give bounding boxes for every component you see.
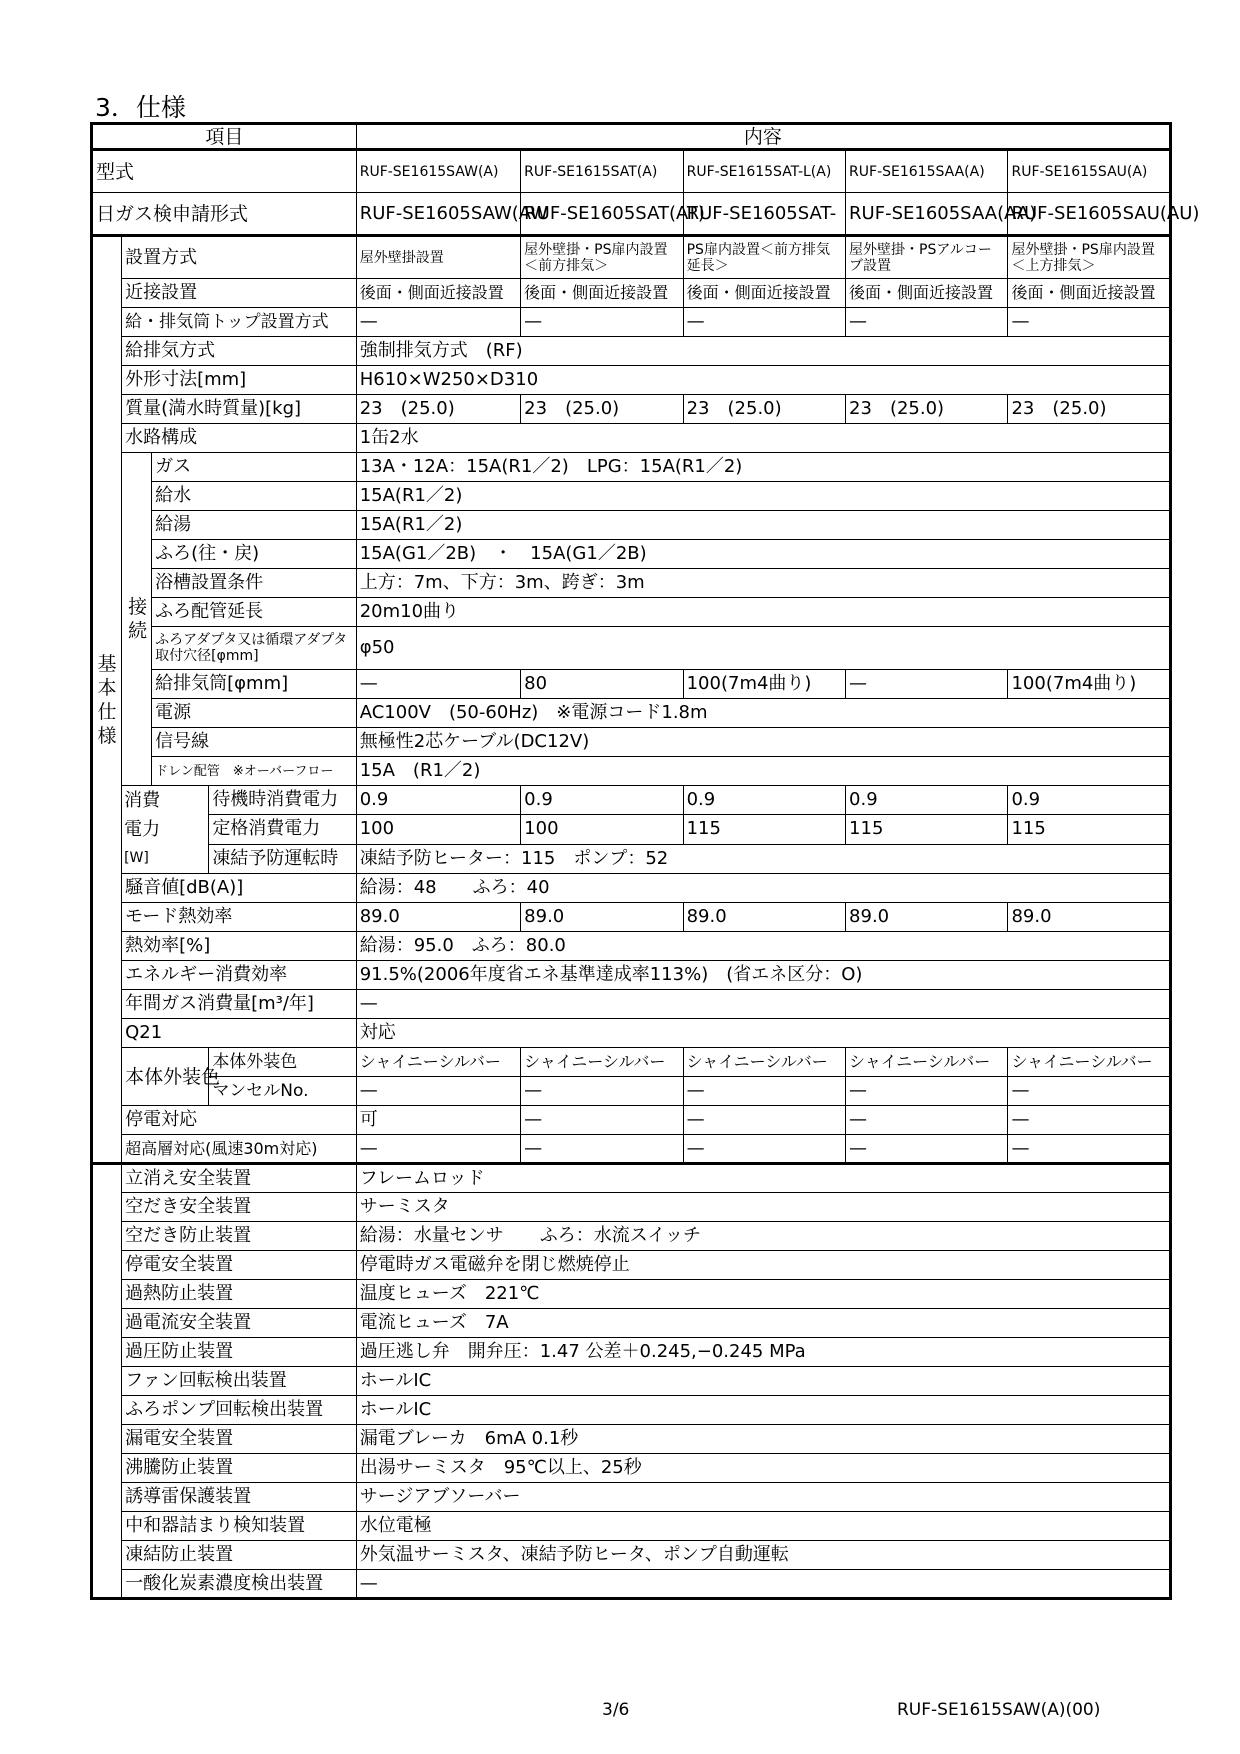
table-row [92,815,1171,844]
value-cell: 後面・側面近接設置 [356,279,520,308]
row-label: ガス [152,453,357,482]
row-label: 電源 [152,699,357,728]
value-cell: 後面・側面近接設置 [521,279,683,308]
table-row [92,961,1171,990]
value-cell: — [1008,1106,1171,1135]
value-cell: RUF-SE1605SAA(AA) [846,193,1008,236]
table-row [92,395,1171,424]
header-content: 内容 [356,124,1170,150]
safety-label: 漏電安全装置 [122,1425,357,1454]
table-row [92,1280,1171,1309]
value-cell: 無極性2芯ケーブル(DC12V) [356,728,1170,757]
table-row [92,1077,1171,1106]
table-row [92,150,1171,193]
value-cell: 89.0 [683,903,845,932]
value-cell: — [846,1135,1008,1164]
value-cell: 15A(R1／2) [356,482,1170,511]
safety-value: サージアブソーバー [356,1483,1170,1512]
value-cell: 100 [356,815,520,844]
row-label: ふろ配管延長 [152,598,357,627]
safety-label: 沸騰防止装置 [122,1454,357,1483]
safety-value: サーミスタ [356,1193,1170,1222]
row-label: 凍結予防運転時 [209,844,356,873]
safety-value: 外気温サーミスタ、凍結予防ヒータ、ポンプ自動運転 [356,1541,1170,1570]
table-row [92,1512,1171,1541]
table-row [92,1019,1171,1048]
value-cell: 23 (25.0) [521,395,683,424]
value-cell: 屋外壁掛・PS扉内設置＜前方排気＞ [521,236,683,279]
value-cell: — [356,1135,520,1164]
value-cell: — [846,1077,1008,1106]
table-row [92,728,1171,757]
table-row [92,1425,1171,1454]
value-cell: RUF-SE1615SAW(A) [356,150,520,193]
safety-label: 誘導雷保護装置 [122,1483,357,1512]
table-row [92,598,1171,627]
row-label: 熱効率[%] [122,932,357,961]
value-cell: 115 [846,815,1008,844]
spec-table-body [92,124,1200,1599]
page-number: 3/6 [602,1700,630,1720]
row-sublabel: マンセルNo. [209,1077,356,1106]
value-cell: 0.9 [846,786,1008,815]
safety-value: 電流ヒューズ 7A [356,1309,1170,1338]
value-cell: 13A・12A：15A(R1／2) LPG：15A(R1／2) [356,453,1170,482]
safety-value: 温度ヒューズ 221℃ [356,1280,1170,1309]
table-row [92,569,1171,598]
safety-label: 中和器詰まり検知装置 [122,1512,357,1541]
row-label: 日ガス検申請形式 [92,193,357,236]
row-label: 外形寸法[mm] [122,366,357,395]
value-cell: 23 (25.0) [846,395,1008,424]
value-cell: H610×W250×D310 [356,366,1170,395]
table-row [92,124,1171,150]
value-cell: — [683,1077,845,1106]
value-cell: 後面・側面近接設置 [846,279,1008,308]
safety-label: 停電安全装置 [122,1251,357,1280]
value-cell: 15A (R1／2) [356,757,1170,786]
value-cell: 対応 [356,1019,1170,1048]
value-cell: — [521,308,683,337]
table-row [92,1193,1171,1222]
value-cell: 0.9 [1008,786,1171,815]
table-row [92,874,1171,903]
value-cell: 100(7m4曲り) [683,670,845,699]
safety-value: ホールIC [356,1367,1170,1396]
safety-label: 凍結防止装置 [122,1541,357,1570]
row-label: 設置方式 [122,236,357,279]
value-cell: RUF-SE1605SAW(AW [356,193,520,236]
safety-label: 空だき防止装置 [122,1222,357,1251]
row-label: 信号線 [152,728,357,757]
table-row [92,844,1171,873]
value-cell: φ50 [356,627,1170,670]
value-cell: 15A(R1／2) [356,511,1170,540]
row-label: 給水 [152,482,357,511]
value-cell: — [1008,1135,1171,1164]
value-cell: 89.0 [356,903,520,932]
value-cell: 23 (25.0) [356,395,520,424]
table-row [92,482,1171,511]
table-row [92,757,1171,786]
table-row [92,1251,1171,1280]
row-label: 停電対応 [122,1106,357,1135]
table-row [92,903,1171,932]
table-row [92,1367,1171,1396]
spec-table [90,122,1200,1600]
connection-label: 接続 [122,453,152,786]
table-row [92,366,1171,395]
value-cell: 0.9 [356,786,520,815]
value-cell: RUF-SE1615SAA(A) [846,150,1008,193]
safety-label: ふろポンプ回転検出装置 [122,1396,357,1425]
safety-value: 漏電ブレーカ 6mA 0.1秒 [356,1425,1170,1454]
value-cell: 20m10曲り [356,598,1170,627]
row-label: 給排気筒[φmm] [152,670,357,699]
safety-label: 立消え安全装置 [122,1164,357,1193]
value-cell: 23 (25.0) [683,395,845,424]
document-code: RUF-SE1615SAW(A)(00) [897,1700,1101,1720]
value-cell: 23 (25.0) [1008,395,1171,424]
table-row [92,1454,1171,1483]
table-row [92,193,1171,236]
table-row [92,1541,1171,1570]
table-row [92,699,1171,728]
table-row [92,1570,1171,1599]
value-cell: 100(7m4曲り) [1008,670,1171,699]
consumption-label-line: [W] [124,850,149,866]
safety-label: 空だき安全装置 [122,1193,357,1222]
table-row [92,932,1171,961]
row-label: 定格消費電力 [209,815,356,844]
consumption-label-line: 消費 [124,790,161,811]
row-label: 水路構成 [122,424,357,453]
value-cell: シャイニーシルバー [846,1048,1008,1077]
table-row [92,540,1171,569]
value-cell: — [846,670,1008,699]
row-label: 浴槽設置条件 [152,569,357,598]
value-cell: 1缶2水 [356,424,1170,453]
value-cell: — [356,308,520,337]
row-label: モード熱効率 [122,903,357,932]
table-row [92,511,1171,540]
safety-label: 過圧防止装置 [122,1338,357,1367]
value-cell: — [356,990,1170,1019]
consumption-label [122,786,209,874]
row-label: ドレン配管 ※オーバーフロー [152,757,357,786]
value-cell: 0.9 [683,786,845,815]
value-cell: RUF-SE1615SAU(A) [1008,150,1171,193]
value-cell: RUF-SE1605SAT- [683,193,845,236]
value-cell: RUF-SE1605SAU(AU) [1008,193,1171,236]
value-cell: 89.0 [846,903,1008,932]
value-cell: RUF-SE1615SAT(A) [521,150,683,193]
value-cell: — [521,1135,683,1164]
value-cell: 給湯：48 ふろ：40 [356,874,1170,903]
value-cell: 89.0 [1008,903,1171,932]
value-cell: 後面・側面近接設置 [683,279,845,308]
table-row [92,670,1171,699]
row-sublabel: 本体外装色 [209,1048,356,1077]
safety-value: 過圧逃し弁 開弁圧：1.47 公差＋0.245,−0.245 MPa [356,1338,1170,1367]
value-cell: — [846,308,1008,337]
table-row [92,337,1171,366]
value-cell: — [683,1106,845,1135]
row-label: エネルギー消費効率 [122,961,357,990]
row-label: 年間ガス消費量[m³/年] [122,990,357,1019]
value-cell: — [356,1077,520,1106]
value-cell: — [846,1106,1008,1135]
row-label: Q21 [122,1019,357,1048]
row-label: 近接設置 [122,279,357,308]
table-row [92,453,1171,482]
table-row [92,236,1171,279]
value-cell: 可 [356,1106,520,1135]
value-cell: 115 [1008,815,1171,844]
table-row [92,279,1171,308]
row-label: 給・排気筒トップ設置方式 [122,308,357,337]
header-item: 項目 [92,124,357,150]
consumption-label-line: 電力 [124,819,161,840]
safety-value: — [356,1570,1170,1599]
value-cell: 屋外壁掛・PSアルコーブ設置 [846,236,1008,279]
value-cell: AC100V (50-60Hz) ※電源コード1.8m [356,699,1170,728]
safety-value: 水位電極 [356,1512,1170,1541]
table-row [92,1338,1171,1367]
table-row [92,1396,1171,1425]
value-cell: 100 [521,815,683,844]
row-label: 待機時消費電力 [209,786,356,815]
row-label: 本体外装色 [122,1048,209,1106]
table-row [92,1106,1171,1135]
row-label: 型式 [92,150,357,193]
safety-value: 停電時ガス電磁弁を閉じ燃焼停止 [356,1251,1170,1280]
safety-label: ファン回転検出装置 [122,1367,357,1396]
value-cell: 上方：7m、下方：3m、跨ぎ：3m [356,569,1170,598]
value-cell: 屋外壁掛・PS扉内設置＜上方排気＞ [1008,236,1171,279]
value-cell: シャイニーシルバー [1008,1048,1171,1077]
safety-label: 過熱防止装置 [122,1280,357,1309]
row-label: 騒音値[dB(A)] [122,874,357,903]
table-row [92,1222,1171,1251]
safety-section-side [92,1164,122,1599]
safety-value: 出湯サーミスタ 95℃以上、25秒 [356,1454,1170,1483]
table-row [92,1048,1171,1077]
value-cell: 91.5%(2006年度省エネ基準達成率113%) (省エネ区分：O) [356,961,1170,990]
safety-value: ホールIC [356,1396,1170,1425]
safety-label: 過電流安全装置 [122,1309,357,1338]
row-label: ふろ(往・戻) [152,540,357,569]
table-row [92,308,1171,337]
row-label: 給湯 [152,511,357,540]
row-label: 給排気方式 [122,337,357,366]
value-cell: — [1008,308,1171,337]
safety-label: 一酸化炭素濃度検出装置 [122,1570,357,1599]
table-row [92,990,1171,1019]
value-cell: 0.9 [521,786,683,815]
value-cell: — [683,1135,845,1164]
value-cell: 80 [521,670,683,699]
value-cell: 給湯：95.0 ふろ：80.0 [356,932,1170,961]
basic-spec-label: 基 本 仕 様 [92,236,122,1164]
value-cell: — [356,670,520,699]
table-row [92,1164,1171,1193]
value-cell: シャイニーシルバー [356,1048,520,1077]
table-row [92,1135,1171,1164]
row-label: 質量(満水時質量)[kg] [122,395,357,424]
safety-value: フレームロッド [356,1164,1170,1193]
value-cell: — [521,1077,683,1106]
value-cell: — [683,308,845,337]
value-cell: 強制排気方式 (RF) [356,337,1170,366]
value-cell: RUF-SE1615SAT-L(A) [683,150,845,193]
table-row [92,627,1171,670]
value-cell: RUF-SE1605SAT(AT) [521,193,683,236]
value-cell: 凍結予防ヒーター：115 ポンプ：52 [356,844,1170,873]
value-cell: 後面・側面近接設置 [1008,279,1171,308]
value-cell: — [1008,1077,1171,1106]
value-cell: 屋外壁掛設置 [356,236,520,279]
table-row [92,1309,1171,1338]
value-cell: — [521,1106,683,1135]
table-row [92,424,1171,453]
value-cell: PS扉内設置＜前方排気延長＞ [683,236,845,279]
table-row [92,786,1171,815]
table-row [92,1483,1171,1512]
value-cell: 115 [683,815,845,844]
row-label: 超高層対応(風速30m対応) [122,1135,357,1164]
value-cell: シャイニーシルバー [521,1048,683,1077]
value-cell: 89.0 [521,903,683,932]
value-cell: シャイニーシルバー [683,1048,845,1077]
value-cell: 15A(G1／2B) ・ 15A(G1／2B) [356,540,1170,569]
row-label: ふろアダプタ又は循環アダプタ取付穴径[φmm] [152,627,357,670]
safety-value: 給湯：水量センサ ふろ：水流スイッチ [356,1222,1170,1251]
page-title: 3．仕様 [95,93,186,122]
